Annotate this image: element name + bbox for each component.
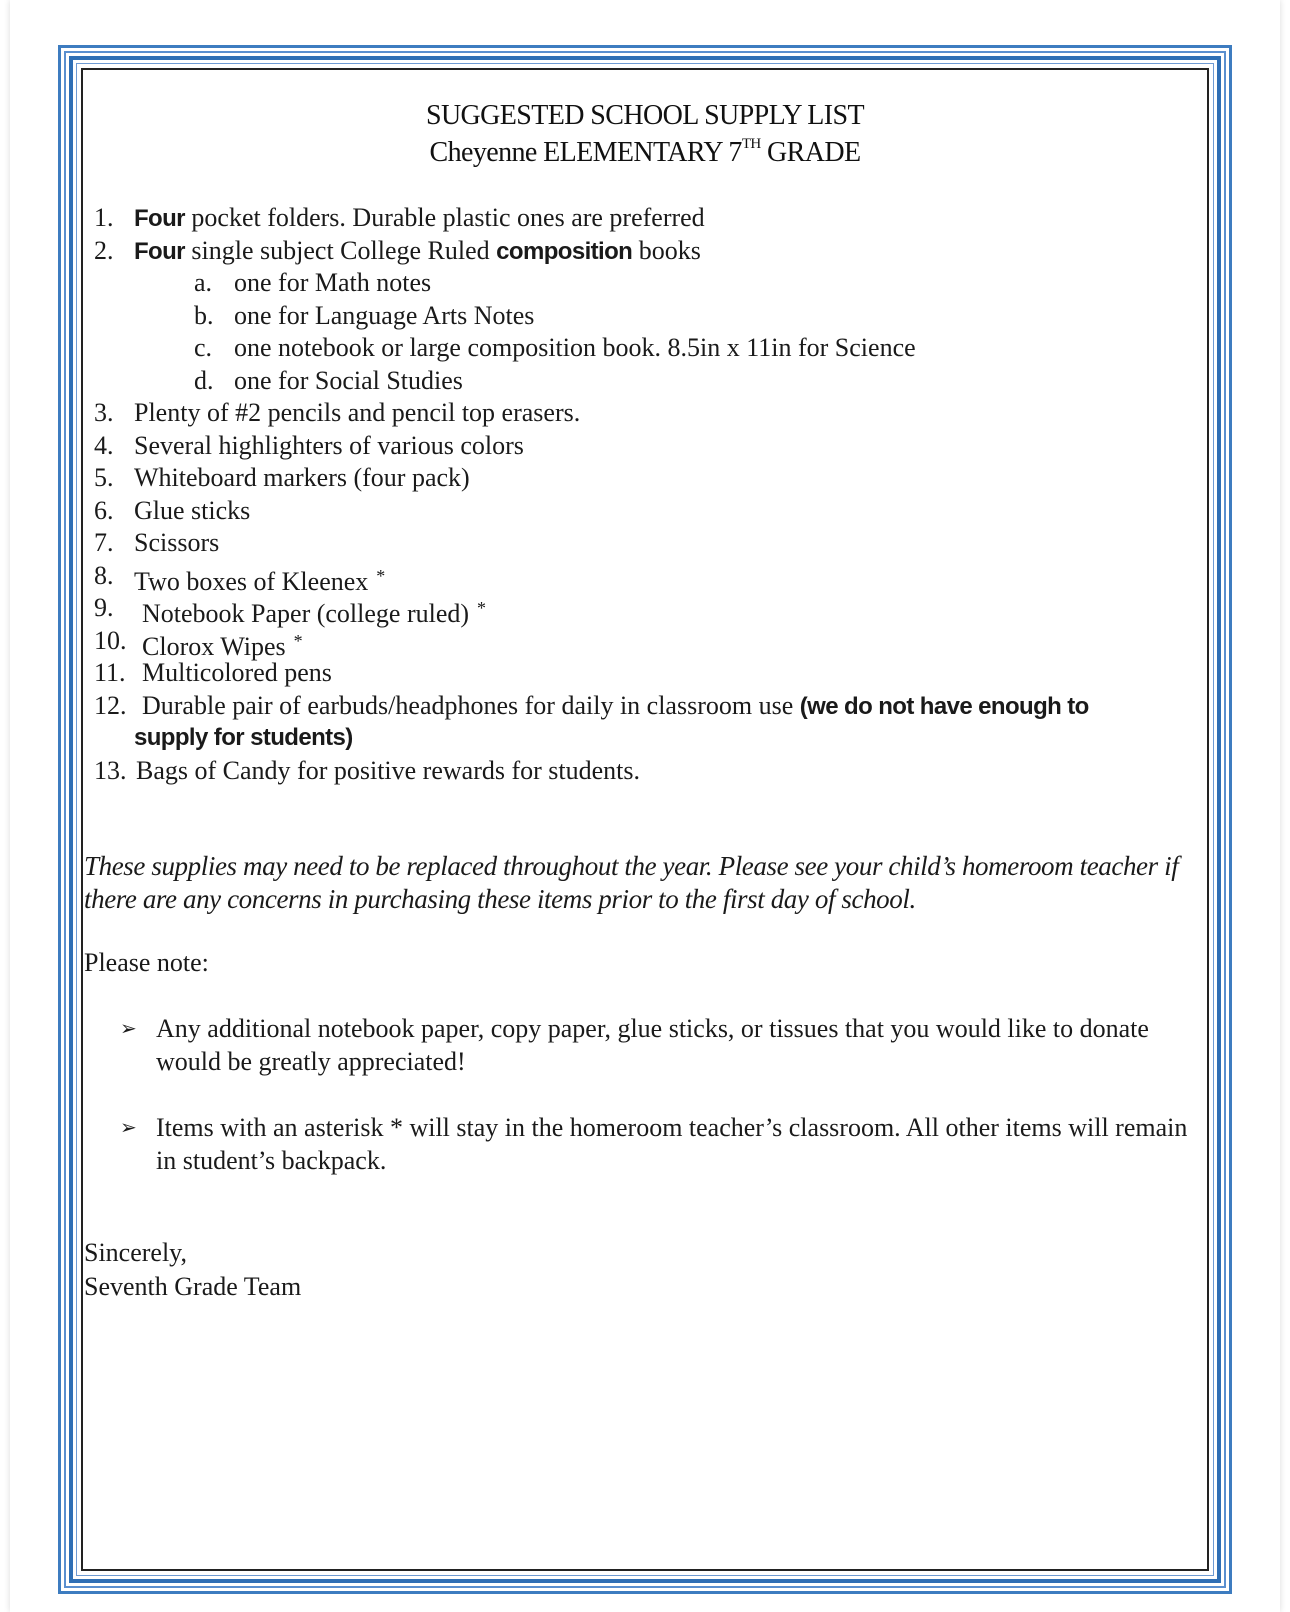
item-text: Bags of Candy for positive rewards for students. bbox=[136, 755, 641, 785]
list-subitem bbox=[94, 300, 1194, 333]
list-item bbox=[94, 462, 1194, 495]
item-bold: supply for students) bbox=[134, 724, 353, 751]
item-bold: composition bbox=[496, 237, 633, 265]
closing: Sincerely, bbox=[84, 1238, 187, 1267]
bullet-text: Items with an asterisk * will stay in the homeroom teacher’s classroom. All other items will remain in student’s backpack. bbox=[156, 1113, 1188, 1175]
item-number: 9. bbox=[94, 593, 114, 622]
list-subitem bbox=[94, 365, 1194, 398]
item-text: Multicolored pens bbox=[142, 658, 332, 687]
bullet-text: Any additional notebook paper, copy paper, glue sticks, or tissues that you would like to donate would be greatly appreciated! bbox=[156, 1014, 1149, 1076]
item-number: 12. bbox=[94, 690, 127, 720]
list-item bbox=[94, 690, 1194, 723]
subtitle-end: GRADE bbox=[760, 137, 861, 168]
subtitle-main: Cheyenne ELEMENTARY 7 bbox=[429, 137, 742, 168]
item-letter: d. bbox=[194, 365, 214, 395]
list-item bbox=[94, 657, 1194, 690]
item-number: 11. bbox=[94, 658, 126, 687]
asterisk-mark: * bbox=[477, 598, 487, 618]
bullet-item bbox=[120, 1111, 1200, 1177]
item-text bbox=[134, 235, 701, 268]
item-text: Scissors bbox=[134, 528, 220, 557]
item-number: 6. bbox=[94, 495, 114, 525]
item-rest: Durable pair of earbuds/headphones for daily in classroom use bbox=[142, 690, 800, 720]
item-number: 10. bbox=[94, 625, 127, 655]
list-item bbox=[94, 235, 1194, 268]
arrow-bullet-icon: ➢ bbox=[120, 1115, 137, 1139]
item-text: one for Language Arts Notes bbox=[234, 300, 535, 330]
item-rest: Notebook Paper (college ruled) bbox=[142, 599, 470, 628]
item-number: 7. bbox=[94, 528, 114, 557]
item-rest: books bbox=[632, 235, 701, 265]
item-text bbox=[142, 690, 1089, 723]
item-number: 1. bbox=[94, 203, 114, 232]
list-subitem bbox=[94, 267, 1194, 300]
bullet-item bbox=[120, 1012, 1200, 1078]
list-item bbox=[94, 527, 1194, 560]
list-item bbox=[94, 397, 1194, 430]
item-text bbox=[134, 202, 705, 235]
item-text: Glue sticks bbox=[134, 495, 251, 525]
item-text: one notebook or large composition book. 8.5in x 11in for Science bbox=[234, 333, 916, 362]
supply-list bbox=[94, 202, 1194, 787]
item-bold: (we do not have enough to bbox=[799, 692, 1089, 720]
arrow-bullet-icon: ➢ bbox=[120, 1016, 137, 1040]
list-item bbox=[94, 592, 1194, 628]
item-text: Whiteboard markers (four pack) bbox=[134, 463, 470, 492]
list-subitem bbox=[94, 332, 1194, 365]
signature: Seventh Grade Team bbox=[84, 1272, 302, 1301]
item-text: Several highlighters of various colors bbox=[134, 430, 524, 460]
subtitle-superscript: TH bbox=[741, 136, 761, 152]
item-rest: Clorox Wipes bbox=[142, 631, 286, 661]
document-title: SUGGESTED SCHOOL SUPPLY LIST bbox=[425, 100, 865, 131]
replacement-note: These supplies may need to be replaced throughout the year. Please see your child’s homeroom teacher if there are any concerns in purchasing these items prior to the first day of school. bbox=[84, 851, 1179, 914]
item-text: one for Math notes bbox=[234, 268, 432, 297]
item-number: 8. bbox=[94, 560, 114, 590]
document-subtitle bbox=[84, 136, 1206, 169]
asterisk-mark: * bbox=[376, 565, 386, 586]
list-item bbox=[94, 755, 1194, 788]
item-rest: pocket folders. Durable plastic ones are preferred bbox=[184, 203, 705, 232]
list-item bbox=[94, 625, 1194, 661]
item-letter: a. bbox=[194, 268, 213, 297]
list-item bbox=[94, 495, 1194, 528]
list-item bbox=[94, 202, 1194, 235]
item-number: 5. bbox=[94, 463, 114, 492]
item-text: one for Social Studies bbox=[234, 365, 463, 395]
item-rest: single subject College Ruled bbox=[184, 235, 497, 265]
list-item bbox=[94, 560, 1194, 596]
item-letter: b. bbox=[194, 300, 214, 330]
item-number: 2. bbox=[94, 235, 114, 265]
asterisk-mark: * bbox=[293, 630, 303, 651]
item-number: 13. bbox=[94, 755, 127, 785]
item-number: 3. bbox=[94, 398, 114, 427]
item-text: Plenty of #2 pencils and pencil top erasers. bbox=[134, 398, 581, 427]
item-letter: c. bbox=[194, 333, 213, 362]
item-bold: Four bbox=[134, 237, 185, 265]
please-note-heading: Please note: bbox=[84, 948, 209, 977]
item-number: 4. bbox=[94, 430, 114, 460]
item-bold: Four bbox=[134, 205, 185, 232]
document-content bbox=[84, 70, 1206, 1568]
list-item-continuation bbox=[94, 722, 1194, 755]
item-rest: Two boxes of Kleenex bbox=[134, 566, 369, 596]
list-item bbox=[94, 430, 1194, 463]
